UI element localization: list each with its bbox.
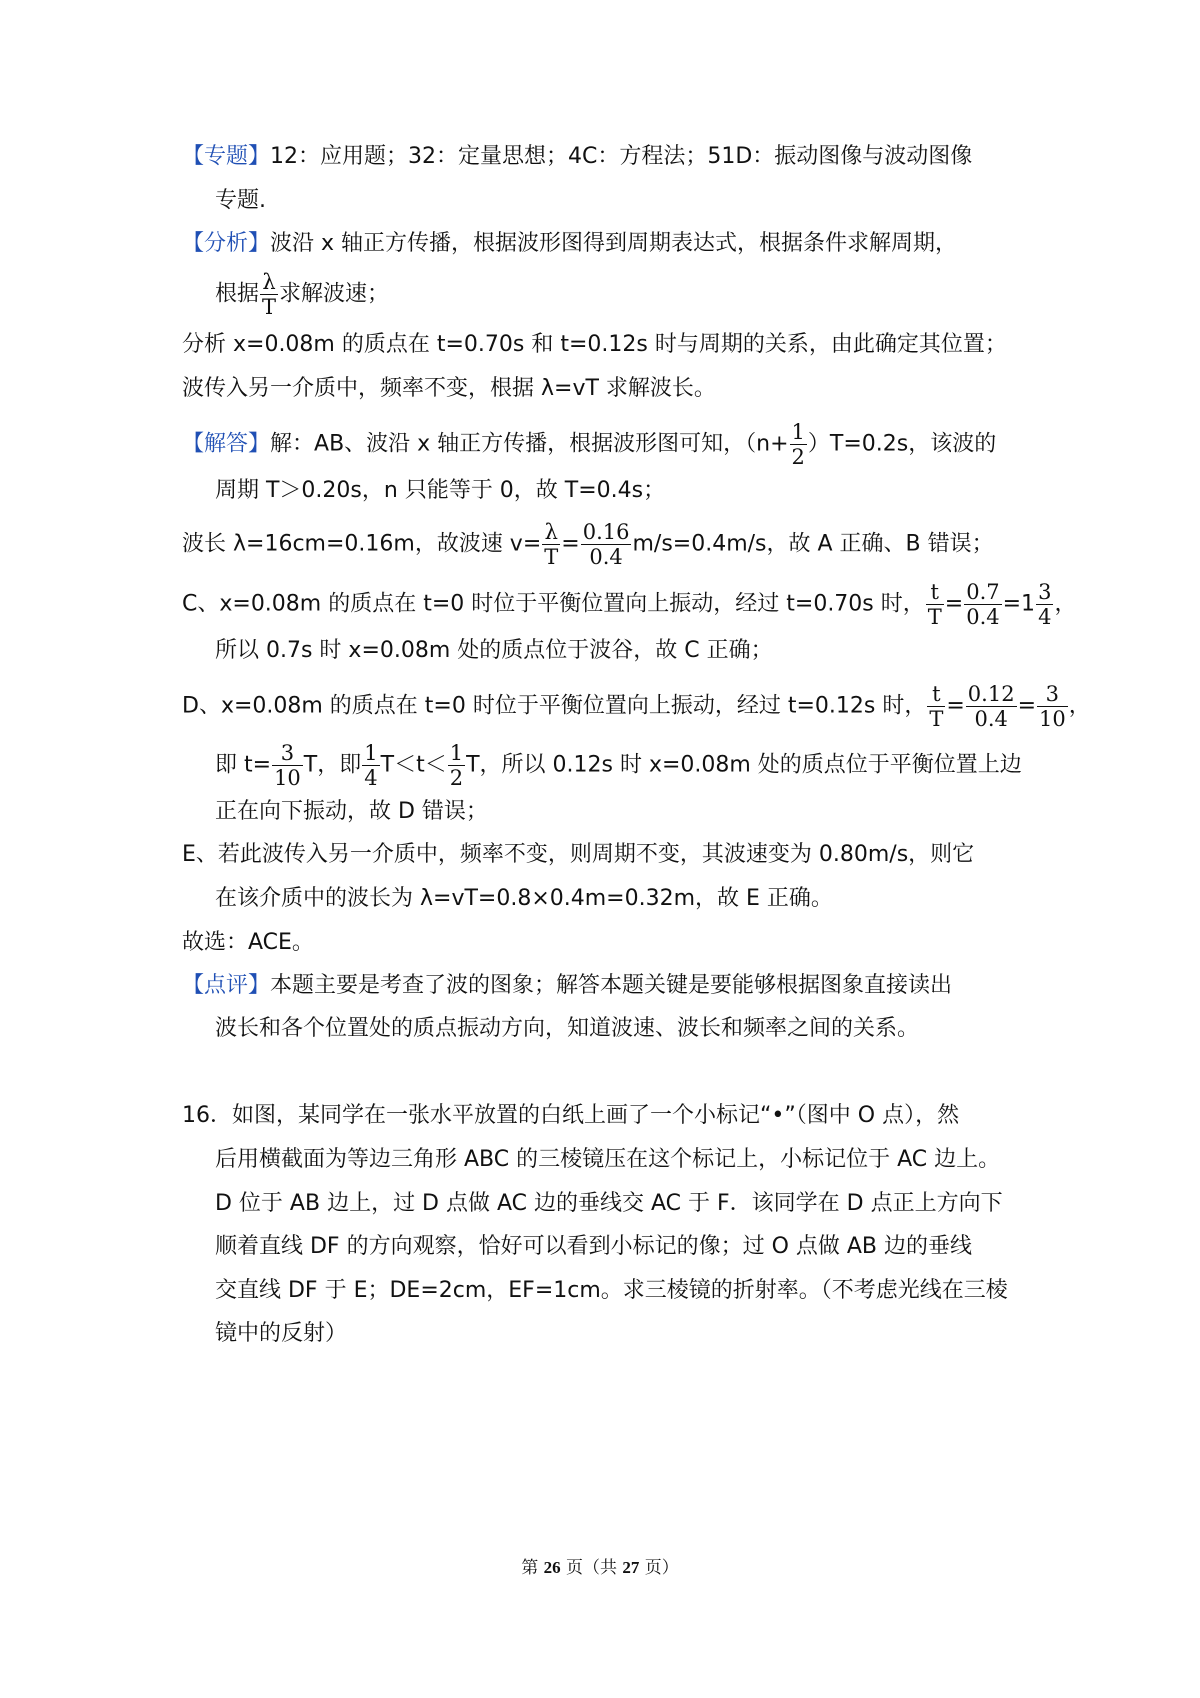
analysis-line-3: 分析 x=0.08m 的质点在 t=0.70s 和 t=0.12s 时与周期的关系，由此确定其位置； — [182, 332, 1007, 357]
d1-eq2: = — [1017, 693, 1036, 719]
fraction-012-04 — [966, 682, 1017, 731]
page-number: 26 — [543, 1558, 561, 1577]
frac-denominator: T — [262, 295, 277, 319]
b1-eq: = — [561, 531, 580, 557]
frac-denominator: 0.4 — [974, 707, 1008, 731]
topic-line-2: 专题. — [215, 188, 266, 213]
question-16-line-6: 镜中的反射） — [215, 1321, 348, 1346]
c1-pre: C、x=0.08m 的质点在 t=0 时位于平衡位置向上振动，经过 t=0.70s 时， — [182, 591, 925, 617]
frac-numerator: 3 — [1038, 580, 1052, 604]
frac-numerator: λ — [542, 520, 560, 545]
frac-denominator: T — [929, 707, 944, 731]
frac-denominator: 10 — [1039, 707, 1066, 731]
comment-line-2: 波长和各个位置处的质点振动方向，知道波速、波长和频率之间的关系。 — [215, 1016, 920, 1041]
footer-post: 页） — [639, 1558, 679, 1578]
answer-line-2: 周期 T＞0.20s，n 只能等于 0，故 T=0.4s； — [215, 478, 666, 503]
analysis-line-1 — [182, 229, 957, 259]
comment-text: 本题主要是考查了波的图象；解答本题关键是要能够根据图象直接读出 — [270, 973, 953, 998]
frac-numerator: λ — [260, 270, 278, 295]
answer-c-line-2: 所以 0.7s 时 x=0.08m 处的质点位于波谷，故 C 正确； — [215, 638, 773, 663]
c1-post: ， — [1054, 591, 1077, 617]
comment-tag: 【点评】 — [182, 973, 271, 998]
topic-line-1 — [182, 142, 972, 172]
fraction-lambda-over-t — [260, 270, 278, 319]
fraction-three-tenths — [272, 741, 303, 790]
d1-post: ， — [1068, 693, 1091, 719]
fraction-t-over-T — [926, 580, 944, 629]
b1-post: m/s=0.4m/s，故 A 正确、B 错误； — [632, 531, 994, 557]
topic-text: 12：应用题；32：定量思想；4C：方程法；51D：振动图像与波动图像 — [270, 144, 973, 169]
d2-mid1: T，即 — [303, 752, 362, 778]
answer-d-line-3: 正在向下振动，故 D 错误； — [215, 799, 488, 824]
question-16-line-2: 后用横截面为等边三角形 ABC 的三棱镜压在这个标记上，小标记位于 AC 边上。 — [215, 1147, 1001, 1172]
fraction-three-quarters — [1036, 580, 1053, 629]
question-16-line-4: 顺着直线 DF 的方向观察，恰好可以看到小标记的像；过 O 点做 AB 边的垂线 — [215, 1234, 973, 1259]
analysis-text: 波沿 x 轴正方传播，根据波形图得到周期表达式，根据条件求解周期， — [270, 231, 958, 256]
page-footer — [0, 1553, 1200, 1578]
fraction-one-quarter — [362, 741, 379, 790]
question-16-line-1: 16．如图，某同学在一张水平放置的白纸上画了一个小标记“•”（图中 O 点），然 — [182, 1103, 960, 1128]
fraction-t-over-T — [927, 682, 945, 731]
c1-eq: = — [944, 591, 964, 617]
footer-pre: 第 — [521, 1558, 544, 1578]
answer-d-line-2 — [215, 741, 1022, 790]
frac-denominator: 2 — [449, 766, 464, 790]
frac-denominator: 10 — [274, 766, 301, 790]
frac-numerator: 1 — [364, 741, 378, 765]
frac-denominator: 4 — [1038, 605, 1052, 629]
d2-post: T，所以 0.12s 时 x=0.08m 处的质点位于平衡位置上边 — [466, 752, 1022, 778]
answer-c-line-1 — [182, 580, 1076, 629]
analysis-tag: 【分析】 — [182, 231, 271, 256]
footer-mid: 页（共 — [560, 1558, 623, 1578]
c1-eq2: =1 — [1002, 591, 1036, 617]
frac-numerator: 0.16 — [582, 520, 630, 544]
answer-tag: 【解答】 — [182, 431, 271, 457]
analysis-line-4: 波传入另一介质中，频率不变，根据 λ=vT 求解波长。 — [182, 376, 716, 401]
d2-mid2: T＜t＜ — [380, 752, 447, 778]
frac-numerator: 0.12 — [967, 682, 1015, 706]
b1-pre: 波长 λ=16cm=0.16m，故波速 v= — [182, 531, 542, 557]
analysis-line-2 — [215, 270, 389, 319]
answer-a1-pre: 解：AB、波沿 x 轴正方传播，根据波形图可知，（n+ — [270, 431, 789, 457]
answer-a1-post: ）T=0.2s，该波的 — [807, 431, 997, 457]
frac-denominator: 4 — [364, 766, 378, 790]
fraction-016-04 — [581, 520, 632, 569]
frac-numerator: 1 — [449, 741, 464, 765]
comment-line-1 — [182, 971, 952, 1001]
fraction-three-tenths — [1037, 682, 1068, 731]
frac-numerator: t — [926, 580, 944, 605]
topic-tag: 【专题】 — [182, 144, 271, 169]
frac-numerator: 0.7 — [966, 580, 1000, 604]
frac-numerator: 1 — [791, 420, 805, 444]
frac-denominator: 2 — [791, 445, 805, 469]
analysis-l2-pre: 根据 — [215, 281, 260, 307]
fraction-07-04 — [964, 580, 1001, 629]
frac-numerator: 3 — [272, 741, 303, 766]
d1-pre: D、x=0.08m 的质点在 t=0 时位于平衡位置向上振动，经过 t=0.12s 时， — [182, 693, 927, 719]
frac-denominator: T — [544, 545, 559, 569]
fraction-one-half — [790, 420, 807, 469]
d2-pre: 即 t= — [215, 752, 272, 778]
fraction-lambda-t — [542, 520, 560, 569]
question-16-line-5: 交直线 DF 于 E；DE=2cm，EF=1cm。求三棱镜的折射率。（不考虑光线在三棱 — [215, 1278, 1008, 1303]
answer-d-line-1 — [182, 682, 1091, 731]
question-16-line-3: D 位于 AB 边上，过 D 点做 AC 边的垂线交 AC 于 F．该同学在 D 点正上方向下 — [215, 1191, 1003, 1216]
frac-numerator: t — [927, 682, 945, 707]
frac-numerator: 3 — [1037, 682, 1068, 707]
frac-denominator: 0.4 — [589, 545, 623, 569]
answer-final: 故选：ACE。 — [182, 930, 314, 955]
page-total: 27 — [622, 1558, 640, 1577]
answer-line-1 — [182, 420, 996, 469]
frac-denominator: 0.4 — [966, 605, 1000, 629]
d1-eq: = — [946, 693, 965, 719]
answer-e-line-2: 在该介质中的波长为 λ=vT=0.8×0.4m=0.32m，故 E 正确。 — [215, 886, 833, 911]
frac-denominator: T — [927, 605, 942, 629]
analysis-l2-post: 求解波速； — [279, 281, 390, 307]
answer-e-line-1: E、若此波传入另一介质中，频率不变，则周期不变，其波速变为 0.80m/s，则它 — [182, 842, 975, 867]
fraction-one-half — [448, 741, 465, 790]
answer-wavelength-line — [182, 520, 994, 569]
